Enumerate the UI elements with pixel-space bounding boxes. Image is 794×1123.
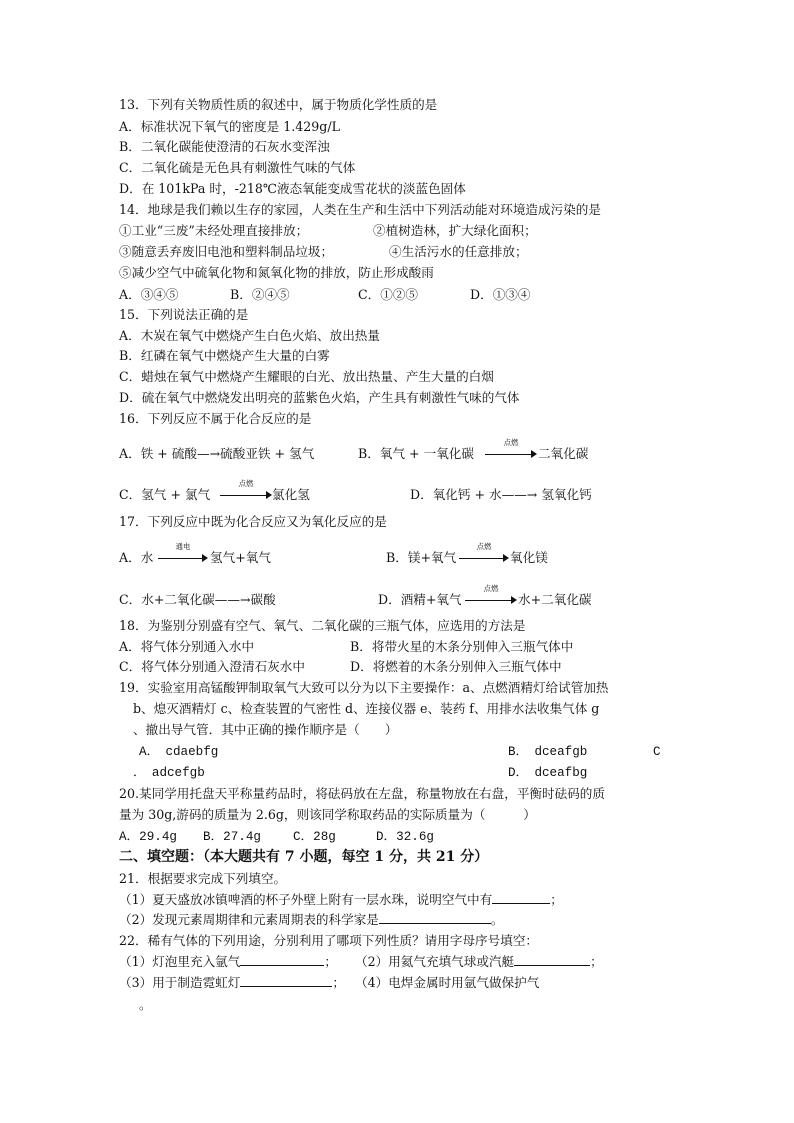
q21-part-1 [119, 891, 563, 909]
q16-option-b-product: 二氧化碳 [538, 446, 589, 461]
q21-part-2-end: 。 [490, 912, 504, 927]
q22-part-3 [119, 974, 345, 992]
reaction-arrow [158, 542, 208, 562]
q19-stem-line-2: b、熄灭酒精灯 c、检查装置的气密性 d、连接仪器 e、装药 f、用排水法收集气体 g [133, 701, 600, 716]
section-title: 二、填空题：（本大题共有 7 小题，每空 1 分，共 21 分） [119, 849, 489, 865]
q21-stem: 21．根据要求完成下列填空。 [119, 871, 287, 886]
q22-part-1 [119, 953, 337, 971]
q17-option-a-reactant: A．水 [119, 550, 154, 565]
q19-option-d: D． dceafbg [508, 766, 588, 780]
q20-option-b: B．27.4g [203, 830, 261, 844]
q21-part-2 [119, 911, 503, 929]
reaction-arrow [220, 479, 272, 499]
answer-blank[interactable] [240, 953, 324, 966]
q14-option-a: A．③④⑤ [119, 287, 179, 302]
q21-part-1-end: ； [550, 892, 563, 907]
reaction-condition: 点燃 [483, 584, 499, 593]
q20-option-d: D．32.6g [376, 830, 434, 844]
q21-part-2-text: （2）发现元素周期律和元素周期表的科学家是 [119, 912, 379, 927]
q18-option-c: C．将气体分别通入澄清石灰水中 [119, 659, 305, 674]
q19-option-c: ． adcefgb [133, 766, 205, 780]
q22-part-1-end: ； [324, 954, 337, 969]
answer-blank[interactable] [240, 974, 332, 987]
q16-option-a: A．铁 + 硫酸—→硫酸亚铁 + 氢气 [119, 446, 315, 461]
q22-part-2 [355, 953, 603, 971]
q17-option-b-product: 氧化镁 [510, 550, 548, 565]
q14-stem: 14．地球是我们赖以生存的家园，人类在生产和生活中下列活动能对环境造成污染的是 [119, 202, 601, 217]
q13-stem: 13．下列有关物质性质的叙述中，属于物质化学性质的是 [119, 97, 438, 112]
q16-option-c-reactants: C．氢气 + 氯气 [119, 487, 211, 502]
q14-item-1: ①工业“三废”未经处理直接排放； [119, 223, 309, 238]
answer-blank[interactable] [492, 891, 550, 904]
reaction-condition: 通电 [175, 542, 191, 551]
reaction-condition: 点燃 [238, 479, 254, 488]
reaction-arrow [465, 584, 517, 604]
q22-part-3-end: ； [332, 975, 345, 990]
q20-stem-line-2: 量为 30g,游码的质量为 2.6g，则该同学称取药品的实际质量为（ ） [119, 807, 536, 822]
q14-option-d: D．①③④ [470, 287, 531, 302]
q17-option-c: C．水+二氧化碳——→碳酸 [119, 592, 276, 607]
q20-option-c: C．28g [293, 830, 336, 844]
q17-option-d-reactants: D．酒精+氧气 [378, 592, 462, 607]
reaction-arrow [459, 542, 509, 562]
q17-option-a-products: 氢气+氧气 [210, 550, 271, 565]
answer-blank[interactable] [379, 911, 491, 924]
q13-option-c: C．二氧化硫是无色具有刺激性气味的气体 [119, 160, 356, 175]
q22-stem: 22．稀有气体的下列用途，分别利用了哪项下列性质？请用字母序号填空： [119, 933, 539, 948]
q17-option-d-products: 水+二氧化碳 [518, 592, 592, 607]
reaction-condition: 点燃 [503, 438, 519, 447]
q15-stem: 15．下列说法正确的是 [119, 307, 249, 322]
q16-option-b-reactants: B．氧气 + 一氧化碳 [358, 446, 474, 461]
q22-part-1-text: （1）灯泡里充入氩气 [119, 954, 241, 969]
q20-option-a: A．29.4g [119, 830, 177, 844]
q14-item-5: ⑤减少空气中硫氧化物和氮氧化物的排放，防止形成酸雨 [119, 265, 434, 280]
q21-part-1-text: （1）夏天盛放冰镇啤酒的杯子外壁上附有一层水珠，说明空气中有 [119, 892, 493, 907]
q16-option-c-product: 氯化氢 [272, 487, 310, 502]
q14-item-2: ②植树造林，扩大绿化面积； [373, 223, 537, 238]
q15-option-d: D．硫在氧气中燃烧发出明亮的蓝紫色火焰，产生具有刺激性气味的气体 [119, 390, 520, 405]
q18-stem: 18．为鉴别分别盛有空气、氧气、二氧化碳的三瓶气体，应选用的方法是 [119, 618, 526, 633]
q19-stem-line-3: 、撤出导气管．其中正确的操作顺序是（ ） [133, 722, 398, 737]
q22-part-4: （4）电焊金属时用氩气做保护气 [355, 975, 540, 990]
q19-option-b: B． dceafgb [508, 745, 588, 759]
q15-option-c: C．蜡烛在氧气中燃烧产生耀眼的白光、放出热量、产生大量的白烟 [119, 369, 494, 384]
q22-part-2-end: ； [590, 954, 603, 969]
q22-part-3-text: （3）用于制造霓虹灯 [119, 975, 241, 990]
q16-option-d: D．氧化钙 + 水——→ 氢氧化钙 [410, 487, 592, 502]
reaction-arrow [485, 438, 537, 458]
q18-option-b: B．将带火星的木条分别伸入三瓶气体中 [350, 639, 574, 654]
q13-option-d: D．在 101kPa 时，-218℃液态氧能变成雪花状的淡蓝色固体 [119, 181, 466, 196]
q13-option-b: B．二氧化碳能使澄清的石灰水变浑浊 [119, 139, 330, 154]
q19-option-a: A． cdaebfg [139, 745, 219, 759]
q14-option-b: B．②④⑤ [230, 287, 290, 302]
q19-option-c-letter: C [653, 745, 661, 759]
q14-item-4: ④生活污水的任意排放； [389, 244, 528, 259]
reaction-condition: 点燃 [476, 542, 492, 551]
q14-item-3: ③随意丢弃废旧电池和塑料制品垃圾； [119, 244, 334, 259]
q14-option-c: C．①②⑤ [358, 287, 419, 302]
q18-option-a: A．将气体分别通入水中 [119, 639, 255, 654]
q17-stem: 17．下列反应中既为化合反应又为氧化反应的是 [119, 514, 387, 529]
q15-option-b: B．红磷在氧气中燃烧产生大量的白雾 [119, 348, 330, 363]
q20-stem-line-1: 20.某同学用托盘天平称量药品时，将砝码放在左盘，称量物放在右盘，平衡时砝码的质 [119, 786, 605, 801]
q19-stem-line-1: 19．实验室用高锰酸钾制取氧气大致可以分为以下主要操作：a、点燃酒精灯给试管加热 [119, 680, 609, 695]
answer-blank[interactable] [514, 953, 590, 966]
q22-part-2-text: （2）用氦气充填气球或汽艇 [355, 954, 515, 969]
q16-stem: 16．下列反应不属于化合反应的是 [119, 411, 312, 426]
q17-option-b-reactants: B．镁+氧气 [386, 550, 457, 565]
q22-part-4-end: 。 [139, 997, 152, 1012]
q15-option-a: A．木炭在氧气中燃烧产生白色火焰、放出热量 [119, 328, 380, 343]
q18-option-d: D．将燃着的木条分别伸入三瓶气体中 [350, 659, 562, 674]
q13-option-a: A．标准状况下氧气的密度是 1.429g/L [119, 119, 340, 134]
